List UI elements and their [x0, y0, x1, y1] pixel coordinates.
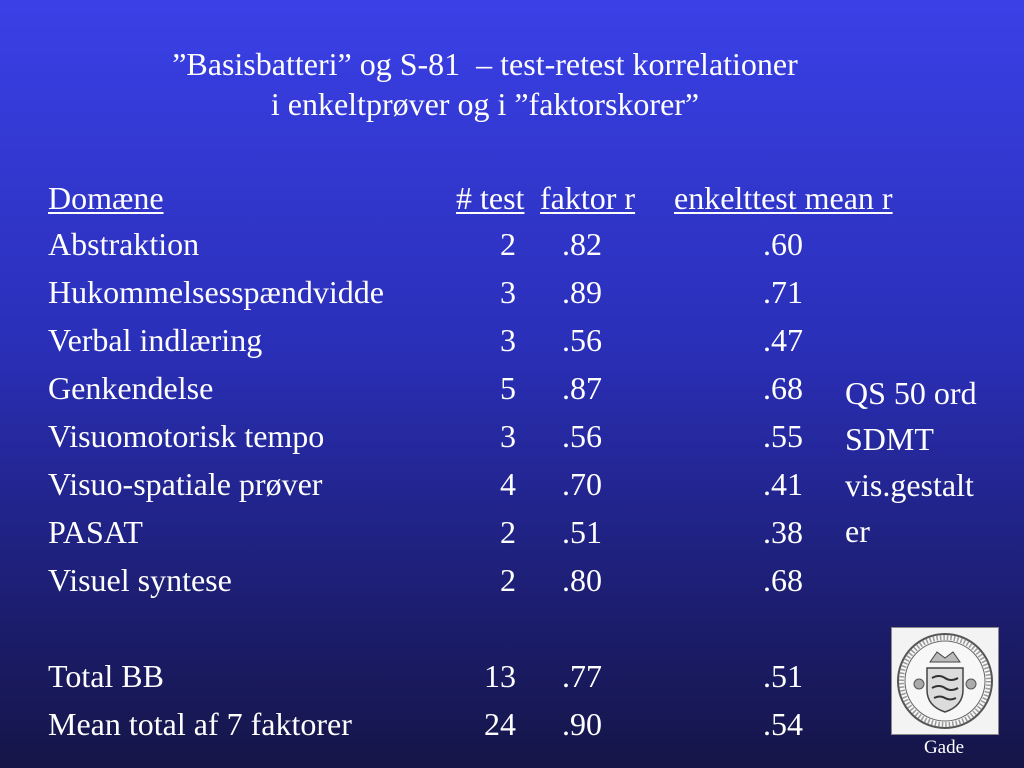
total-row [48, 702, 968, 750]
table-row [48, 462, 968, 510]
title-line-1: ”Basisbatteri” og S-81 – test-retest korrelationer [172, 46, 798, 82]
university-seal-icon [891, 627, 999, 735]
row-tests: 13 [484, 658, 516, 694]
row-single-mean-r: .71 [763, 274, 803, 310]
row-single-mean-r: .60 [763, 226, 803, 262]
row-tests: 3 [500, 418, 516, 454]
header-domain: Domæne [48, 180, 164, 216]
title-line-2: i enkeltprøver og i ”faktorskorer” [270, 86, 700, 122]
row-domain: Genkendelse [48, 370, 214, 406]
header-factor-r: faktor r [540, 180, 636, 216]
row-factor-r: .90 [562, 706, 602, 742]
row-domain: PASAT [48, 514, 143, 550]
row-tests: 24 [484, 706, 516, 742]
row-single-mean-r: .55 [763, 418, 803, 454]
row-single-mean-r: .41 [763, 466, 803, 502]
row-factor-r: .77 [562, 658, 602, 694]
table-row [48, 414, 968, 462]
header-single-mean-r: enkelttest mean r [674, 180, 893, 216]
row-domain: Total BB [48, 658, 164, 694]
row-single-mean-r: .38 [763, 514, 803, 550]
table-row [48, 270, 968, 318]
row-factor-r: .70 [562, 466, 602, 502]
row-domain: Visuel syntese [48, 562, 232, 598]
note-line: er [845, 513, 870, 549]
row-tests: 2 [500, 226, 516, 262]
row-tests: 3 [500, 274, 516, 310]
row-domain: Visuomotorisk tempo [48, 418, 325, 454]
row-tests: 4 [500, 466, 516, 502]
row-single-mean-r: .68 [763, 370, 803, 406]
row-tests: 2 [500, 562, 516, 598]
row-tests: 5 [500, 370, 516, 406]
row-domain: Mean total af 7 faktorer [48, 706, 352, 742]
table-row [48, 366, 968, 414]
row-domain: Verbal indlæring [48, 322, 263, 358]
row-single-mean-r: .47 [763, 322, 803, 358]
note-line: vis.gestalt [845, 467, 974, 503]
table-row [48, 222, 968, 270]
row-factor-r: .56 [562, 418, 602, 454]
row-single-mean-r: .54 [763, 706, 803, 742]
total-row [48, 654, 968, 702]
row-domain: Visuo-spatiale prøver [48, 466, 323, 502]
table-row [48, 510, 968, 558]
row-single-mean-r: .51 [763, 658, 803, 694]
row-domain: Hukommelsesspændvidde [48, 274, 384, 310]
table-header [48, 176, 968, 222]
row-factor-r: .89 [562, 274, 602, 310]
row-single-mean-r: .68 [763, 562, 803, 598]
row-factor-r: .56 [562, 322, 602, 358]
row-tests: 2 [500, 514, 516, 550]
row-domain: Abstraktion [48, 226, 200, 262]
row-factor-r: .51 [562, 514, 602, 550]
seal-caption: Gade [923, 737, 965, 758]
table-row [48, 558, 968, 654]
row-factor-r: .87 [562, 370, 602, 406]
row-factor-r: .80 [562, 562, 602, 598]
row-tests: 3 [500, 322, 516, 358]
row-factor-r: .82 [562, 226, 602, 262]
slide-title [0, 44, 970, 124]
correlation-table [48, 176, 968, 750]
side-notes [845, 370, 977, 554]
table-row [48, 318, 968, 366]
note-line: QS 50 ord [845, 375, 977, 411]
note-line: SDMT [845, 421, 934, 457]
header-tests: # test [456, 180, 525, 216]
